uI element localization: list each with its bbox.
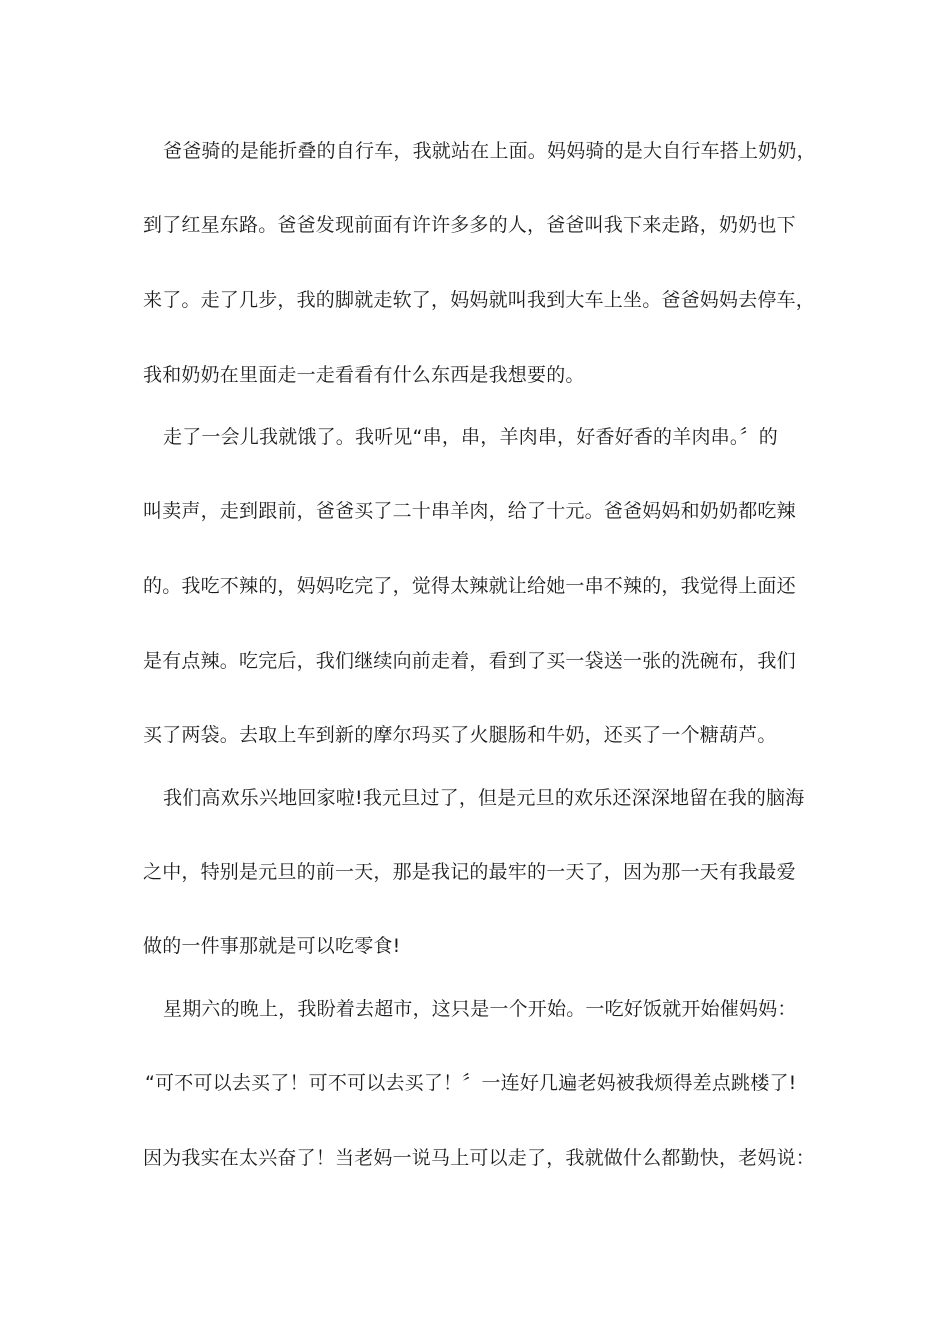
text-line: 走了一会儿我就饿了。我听见“串，串，羊肉串，好香好香的羊肉串。〞的 xyxy=(163,426,778,448)
text-line: 因为我实在太兴奋了！当老妈一说马上可以走了，我就做什么都勤快，老妈说： xyxy=(143,1147,816,1169)
text-line: 之中，特别是元旦的前一天，那是我记的最牢的一天了，因为那一天有我最爱 xyxy=(143,861,796,883)
text-line: 买了两袋。去取上车到新的摩尔玛买了火腿肠和牛奶，还买了一个糖葫芦。 xyxy=(143,724,777,746)
text-line: 的。我吃不辣的，妈妈吃完了，觉得太辣就让给她一串不辣的，我觉得上面还 xyxy=(143,575,796,597)
text-line: 我和奶奶在里面走一走看看有什么东西是我想要的。 xyxy=(143,364,585,386)
text-line: 爸爸骑的是能折叠的自行车，我就站在上面。妈妈骑的是大自行车搭上奶奶， xyxy=(163,140,816,162)
text-line: 叫卖声，走到跟前，爸爸买了二十串羊肉，给了十元。爸爸妈妈和奶奶都吃辣 xyxy=(143,500,796,522)
text-line: 是有点辣。吃完后，我们继续向前走着，看到了买一袋送一张的洗碗布，我们 xyxy=(143,650,796,672)
text-line: 星期六的晚上，我盼着去超市，这只是一个开始。一吃好饭就开始催妈妈： xyxy=(163,998,797,1020)
text-line: 我们高欢乐兴地回家啦!我元旦过了，但是元旦的欢乐还深深地留在我的脑海 xyxy=(163,787,805,809)
text-line: 来了。走了几步，我的脚就走软了，妈妈就叫我到大车上坐。爸爸妈妈去停车， xyxy=(143,289,816,311)
text-line: 到了红星东路。爸爸发现前面有许许多多的人，爸爸叫我下来走路，奶奶也下 xyxy=(143,214,796,236)
text-line: “可不可以去买了！可不可以去买了！〞一连好几遍老妈被我烦得差点跳楼了! xyxy=(145,1072,797,1094)
text-line: 做的一件事那就是可以吃零食! xyxy=(143,935,401,957)
